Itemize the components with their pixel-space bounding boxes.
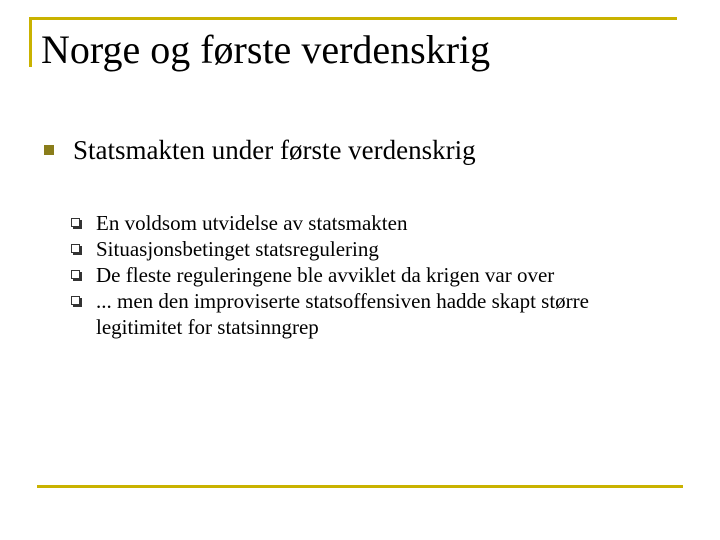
sub-bullet-text: Situasjonsbetinget statsregulering	[96, 237, 379, 261]
sub-bullet-list	[71, 210, 671, 340]
list-item	[71, 236, 671, 262]
hollow-square-bullet-icon	[71, 244, 80, 253]
frame-left-line	[29, 17, 32, 67]
list-item	[71, 288, 671, 340]
slide-title: Norge og første verdenskrig	[41, 27, 491, 72]
sub-bullet-text: ... men den improviserte statsoffensiven hadde skapt større legitimitet for statsinngrep	[96, 289, 589, 339]
sub-bullet-text: En voldsom utvidelse av statsmakten	[96, 211, 408, 235]
bullet-text: Statsmakten under første verdenskrig	[73, 135, 476, 165]
frame-top-line	[29, 17, 677, 20]
list-item	[71, 210, 671, 236]
hollow-square-bullet-icon	[71, 296, 80, 305]
sub-bullet-text: De fleste reguleringene ble avviklet da krigen var over	[96, 263, 555, 287]
hollow-square-bullet-icon	[71, 270, 80, 279]
hollow-square-bullet-icon	[71, 218, 80, 227]
frame-bottom-line	[37, 485, 683, 488]
square-bullet-icon	[44, 145, 54, 155]
list-item	[71, 262, 671, 288]
